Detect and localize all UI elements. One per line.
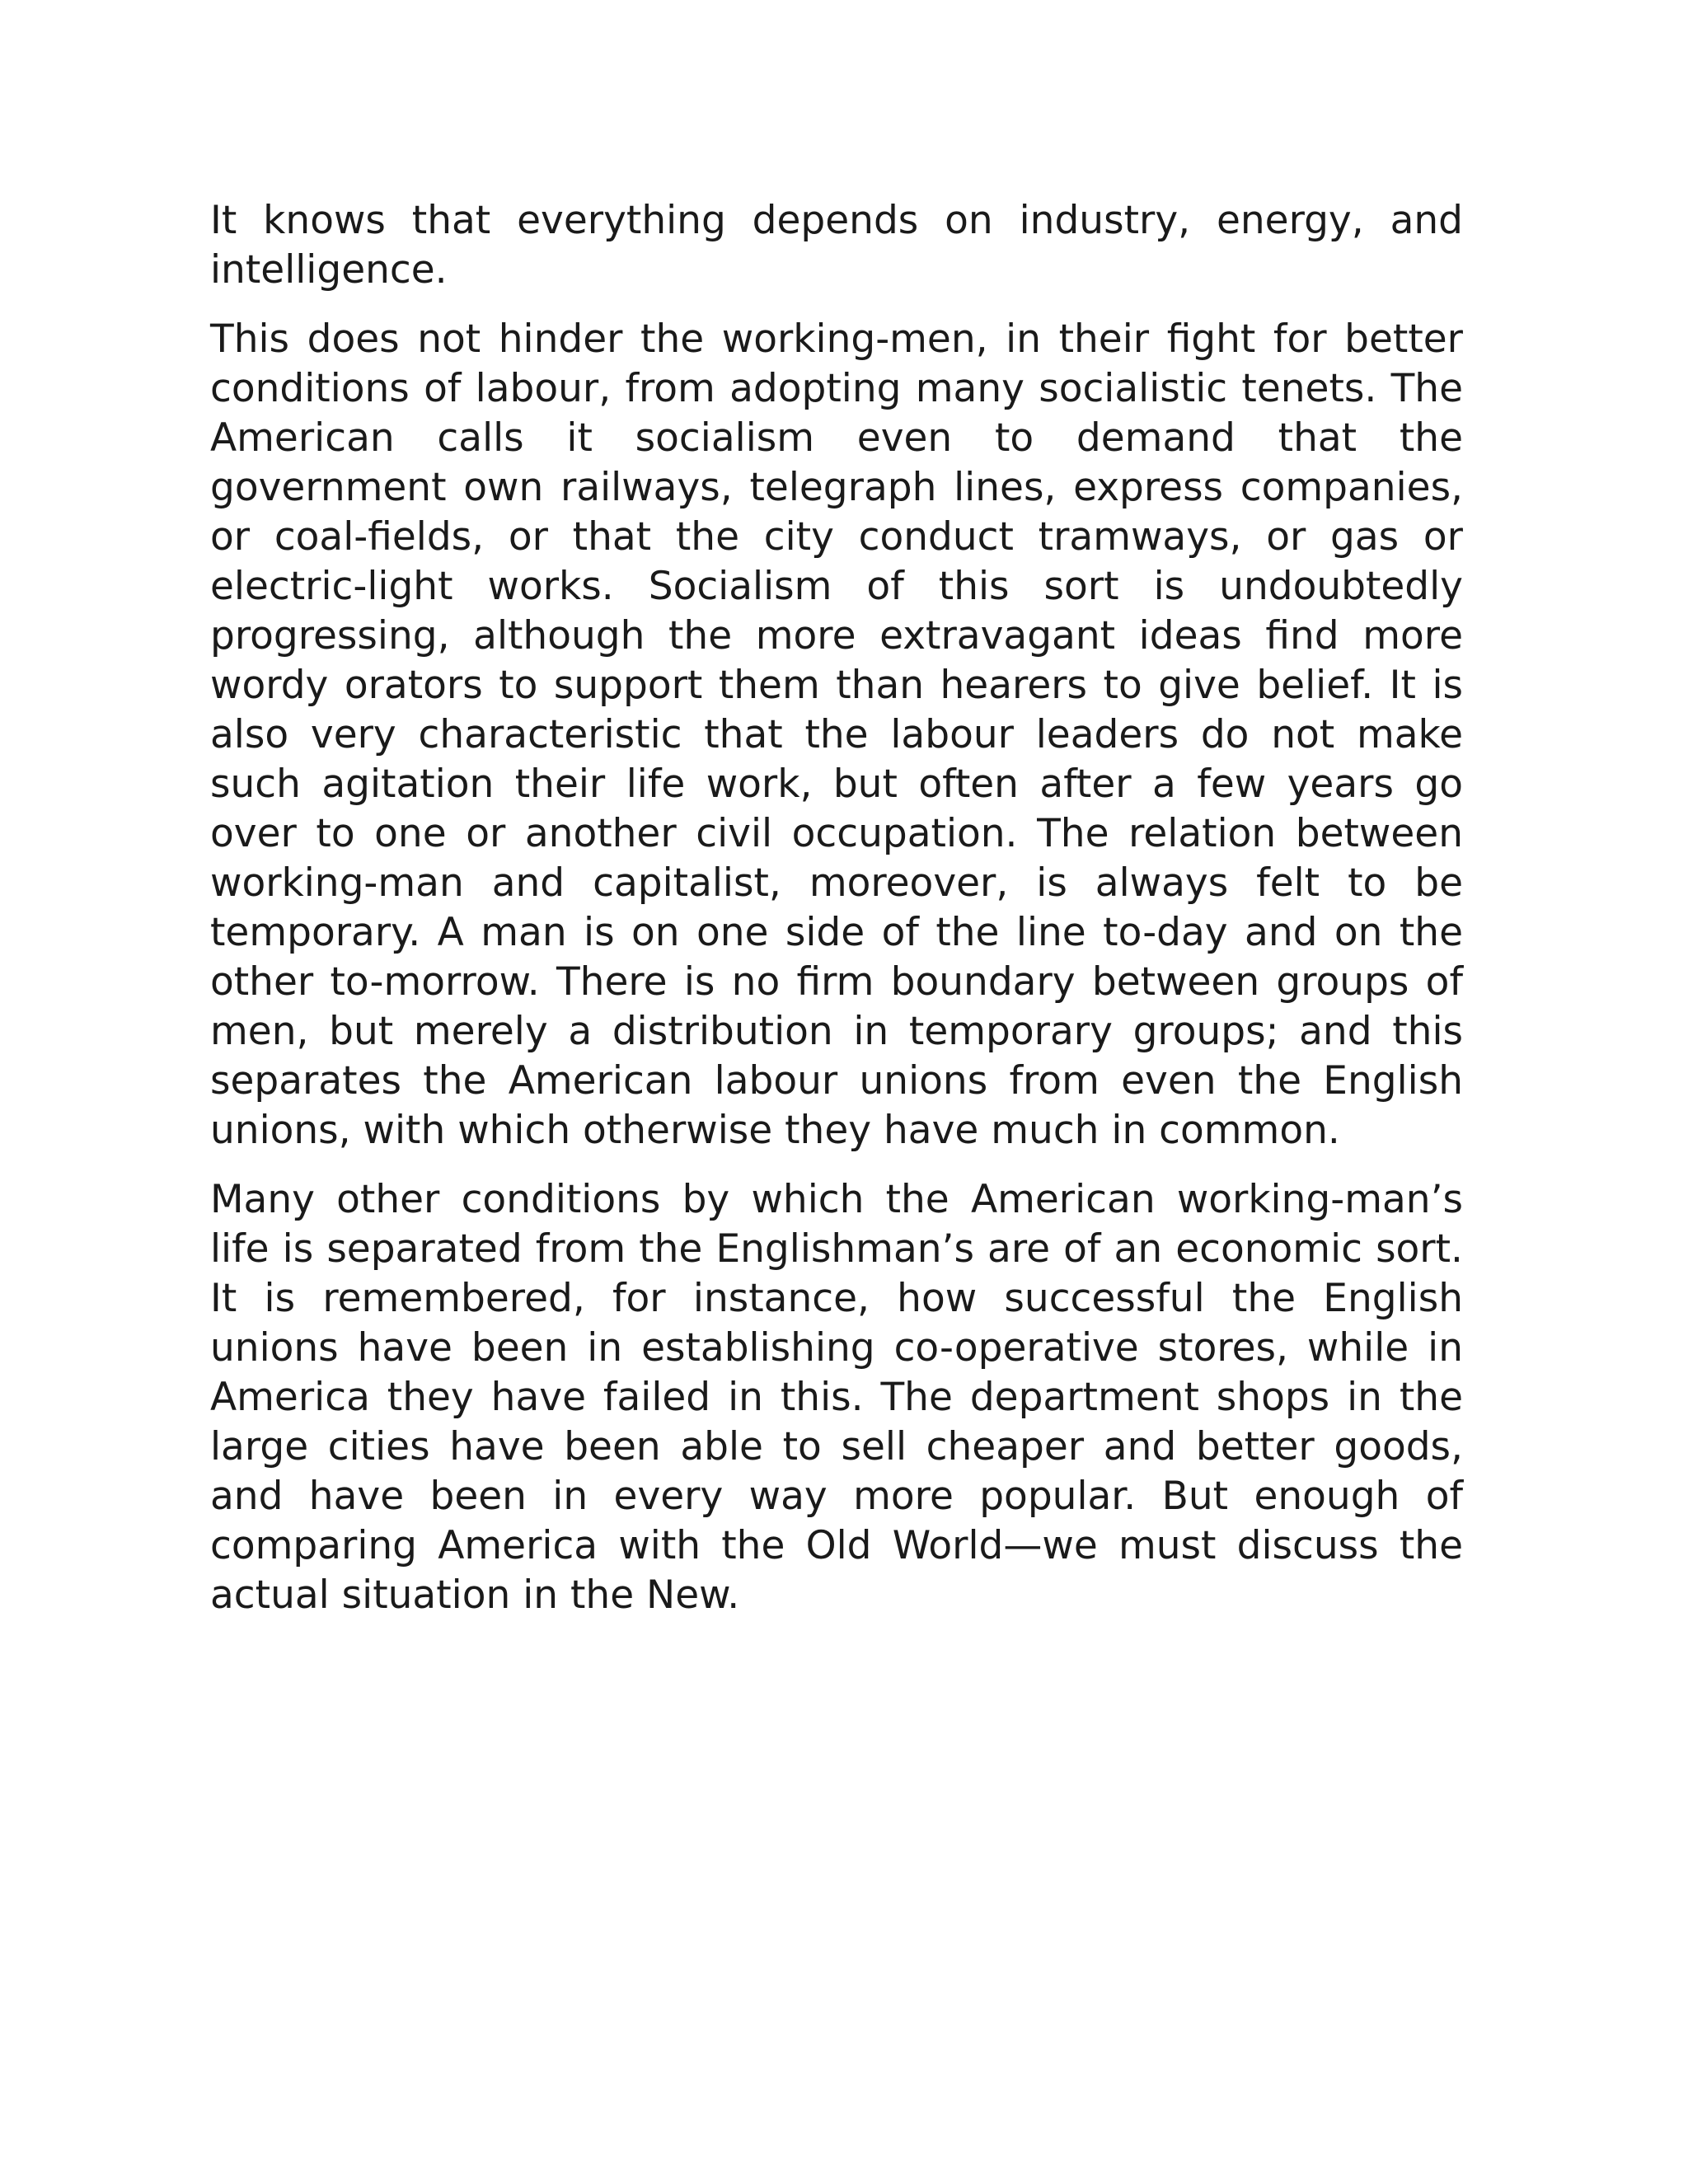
paragraph-1: It knows that everything depends on industry, energy, and intelligence. xyxy=(210,198,1463,293)
paragraph-3: Many other conditions by which the American working-man’s life is separated from the Englishman’s are of an economic sort. It is remembered, for instance, how successful the English unions have been in establishing co-operative stores, while in America they have failed in this. The department shops in the large cities have been able to sell cheaper and better goods, and have been in every way more popular. But enough of comparing America with the Old World—we must discuss the actual situation in the New. xyxy=(210,1177,1463,1618)
body-text xyxy=(210,196,1463,1640)
paragraph-2: This does not hinder the working-men, in their fight for better conditions of labour, from adopting many socialistic tenets. The American calls it socialism even to demand that the government own railways, telegraph lines, express companies, or coal-fields, or that the city conduct tramways, or gas or electric-light works. Socialism of this sort is undoubtedly progressing, although the more extravagant ideas find more wordy orators to support them than hearers to give belief. It is also very characteristic that the labour leaders do not make such agitation their life work, but often after a few years go over to one or another civil occupation. The relation between working-man and capitalist, moreover, is always felt to be temporary. A man is on one side of the line to-day and on the other to-morrow. There is no firm boundary between groups of men, but merely a distribution in temporary groups; and this separates the American labour unions from even the English unions, with which otherwise they have much in common. xyxy=(210,316,1463,1153)
